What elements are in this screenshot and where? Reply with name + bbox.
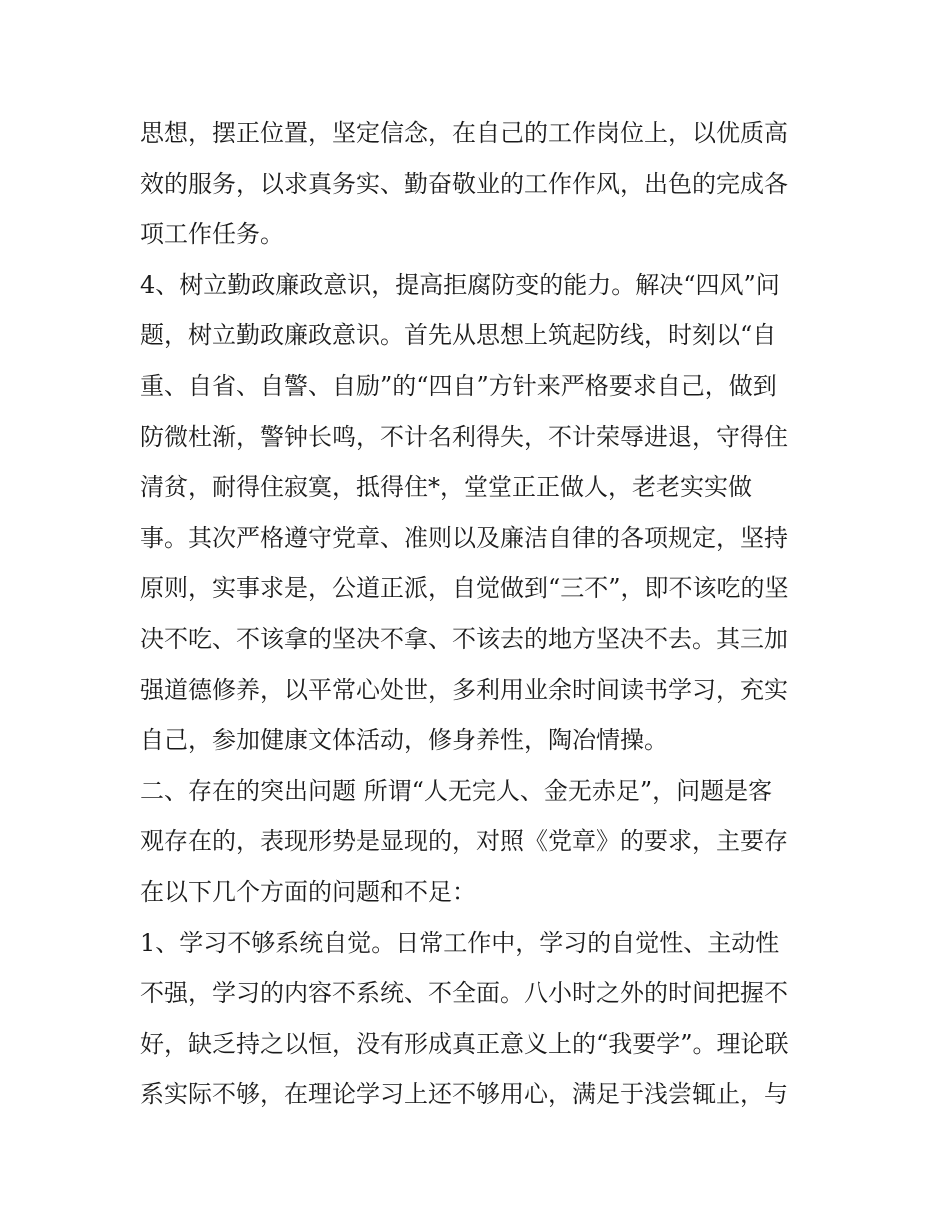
text-line: 观存在的，表现形势是显现的，对照《党章》的要求，主要存 (140, 827, 788, 856)
text-line: 事。其次严格遵守党章、准则以及廉洁自律的各项规定，坚持 (140, 523, 788, 552)
text-line: 二、存在的突出问题 所谓“人无完人、金无赤足”，问题是客 (140, 776, 773, 805)
text-line: 1、学习不够系统自觉。日常工作中，学习的自觉性、主动性 (140, 928, 780, 957)
text-line: 4、树立勤政廉政意识，提高拒腐防变的能力。解决“四风”问 (140, 270, 780, 299)
text-line: 防微杜渐，警钟长鸣，不计名利得失，不计荣辱进退，守得住 (140, 422, 788, 451)
text-line: 自己，参加健康文体活动，修身养性，陶冶情操。 (140, 726, 668, 755)
text-line: 项工作任务。 (140, 220, 284, 249)
text-line: 题，树立勤政廉政意识。首先从思想上筑起防线，时刻以“自 (140, 321, 777, 350)
text-line: 不强，学习的内容不系统、不全面。八小时之外的时间把握不 (140, 979, 788, 1008)
text-line: 效的服务，以求真务实、勤奋敬业的工作作风，出色的完成各 (140, 169, 788, 198)
text-line: 决不吃、不该拿的坚决不拿、不该去的地方坚决不去。其三加 (140, 624, 788, 653)
text-line: 思想，摆正位置，坚定信念，在自己的工作岗位上，以优质高 (140, 119, 788, 147)
text-line: 强道德修养，以平常心处世，多利用业余时间读书学习，充实 (140, 675, 788, 704)
text-line: 系实际不够，在理论学习上还不够用心，满足于浅尝辄止，与 (140, 1080, 788, 1109)
document-body (140, 108, 820, 1120)
text-line: 重、自省、自警、自励”的“四自”方针来严格要求自己，做到 (140, 371, 777, 400)
text-line: 原则，实事求是，公道正派，自觉做到“三不”，即不该吃的坚 (140, 574, 789, 603)
text-line: 清贫，耐得住寂寞，抵得住*，堂堂正正做人，老老实实做 (140, 473, 752, 502)
text-line: 好，缺乏持之以恒，没有形成真正意义上的“我要学”。理论联 (140, 1029, 789, 1058)
text-line: 在以下几个方面的问题和不足： (140, 877, 476, 906)
